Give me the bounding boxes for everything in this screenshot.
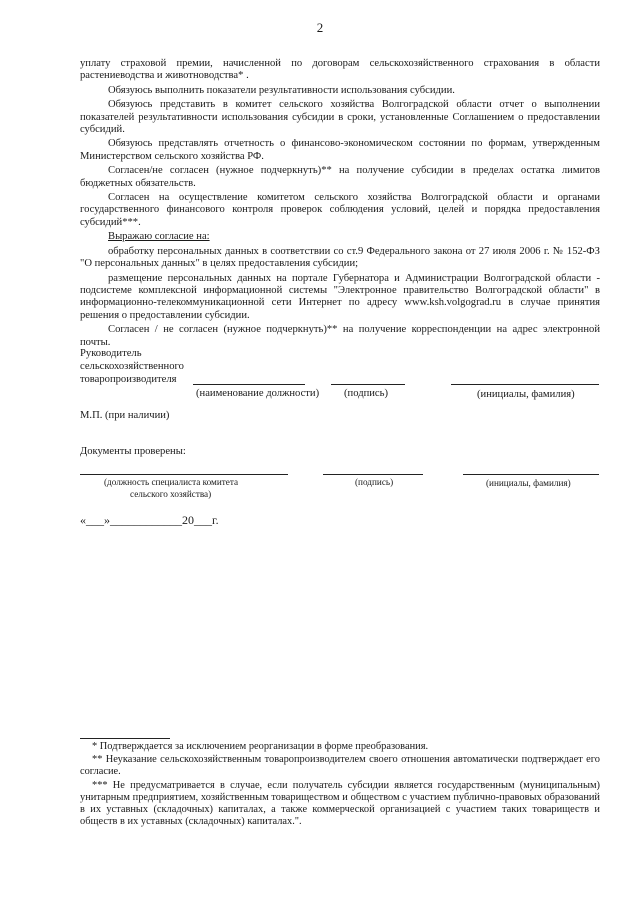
caption-initials: (инициалы, фамилия) <box>477 389 575 400</box>
footnote-2: ** Неуказание сельскохозяйственным товаропроизводителем своего отношения автоматически подтверждает его согласие. <box>80 754 600 778</box>
footnote-1: * Подтверждается за исключением реорганизации в форме преобразования. <box>92 741 429 752</box>
verifier-position-line[interactable] <box>80 474 288 475</box>
paragraph-publication: размещение персональных данных на портале Губернатора и Администрации Волгоградской области - подсистеме комплексной информационной системы "Электронное правительство Волгоградской области" в информационно-телекоммуникационной сети Интернет по адресу www.ksh.volgograd.ru в случае принятия решения о предоставлении субсидии. <box>80 272 600 321</box>
verifier-caption-position-2: сельского хозяйства) <box>130 489 212 499</box>
paragraph-indicators: Обязуюсь выполнить показатели результативности использования субсидии. <box>108 84 455 96</box>
footnote-separator <box>80 738 170 739</box>
position-line[interactable] <box>193 384 305 385</box>
signer-title-line1: Руководитель <box>80 348 142 359</box>
caption-signature: (подпись) <box>344 388 388 399</box>
consent-heading: Выражаю согласие на: <box>108 231 210 243</box>
signer-title-line2: сельскохозяйственного <box>80 361 184 372</box>
paragraph-premium: уплату страховой премии, начисленной по договорам сельскохозяйственного страхования в области растениеводства и животноводства* . <box>80 58 600 82</box>
footnote-3: *** Не предусматривается в случае, если получатель субсидии является государственным (муниципальным) унитарным предприятием, хозяйственным товариществом и обществом с участием публично-правовых образований в их уставных (складочных) капиталах, а также коммерческой организацией с участием таких товариществ и обществ в их уставных (складочных) капиталах.". <box>80 779 600 828</box>
footnotes <box>80 741 600 829</box>
paragraph-inspection-consent: Согласен на осуществление комитетом сельского хозяйства Волгоградской области и органами государственного финансового контроля проверок соблюдения условий, целей и порядка предоставления субсидий***. <box>80 192 600 228</box>
paragraph-limits-consent: Согласен/не согласен (нужное подчеркнуть)** на получение субсидии в пределах остатка лимитов бюджетных обязательств. <box>80 165 600 189</box>
stamp-place: М.П. (при наличии) <box>80 410 170 421</box>
page-number: 2 <box>316 20 324 35</box>
verification-title: Документы проверены: <box>80 446 186 457</box>
signer-title-line3: товаропроизводителя <box>80 374 177 385</box>
paragraph-consent-heading <box>80 231 600 243</box>
verifier-signature-line[interactable] <box>323 474 423 475</box>
verifier-caption-signature: (подпись) <box>355 477 394 487</box>
paragraph-personal-data: обработку персональных данных в соответствии со ст.9 Федерального закона от 27 июля 2006 г. № 152-ФЗ "О персональных данных" в целях предоставления субсидии; <box>80 245 600 270</box>
paragraph-reporting: Обязуюсь представлять отчетность о финансово-экономическом состоянии по формам, утвержденным Министерством сельского хозяйства РФ. <box>80 138 600 162</box>
caption-position: (наименование должности) <box>196 388 320 399</box>
body-text <box>80 58 600 351</box>
verifier-caption-initials: (инициалы, фамилия) <box>486 478 571 488</box>
verifier-initials-line[interactable] <box>463 474 599 475</box>
initials-line[interactable] <box>451 384 599 385</box>
verifier-caption-position-1: (должность специалиста комитета <box>104 477 239 487</box>
paragraph-email-consent: Согласен / не согласен (нужное подчеркнуть)** на получение корреспонденции на адрес электронной почты. <box>80 324 600 348</box>
signature-line[interactable] <box>331 384 405 385</box>
date-line[interactable]: «___»____________20___г. <box>80 513 219 527</box>
paragraph-report: Обязуюсь представить в комитет сельского хозяйства Волгоградской области отчет о выполнении показателей результативности использования субсидии в сроки, установленные Соглашением о предоставлении субсидий. <box>80 99 600 136</box>
